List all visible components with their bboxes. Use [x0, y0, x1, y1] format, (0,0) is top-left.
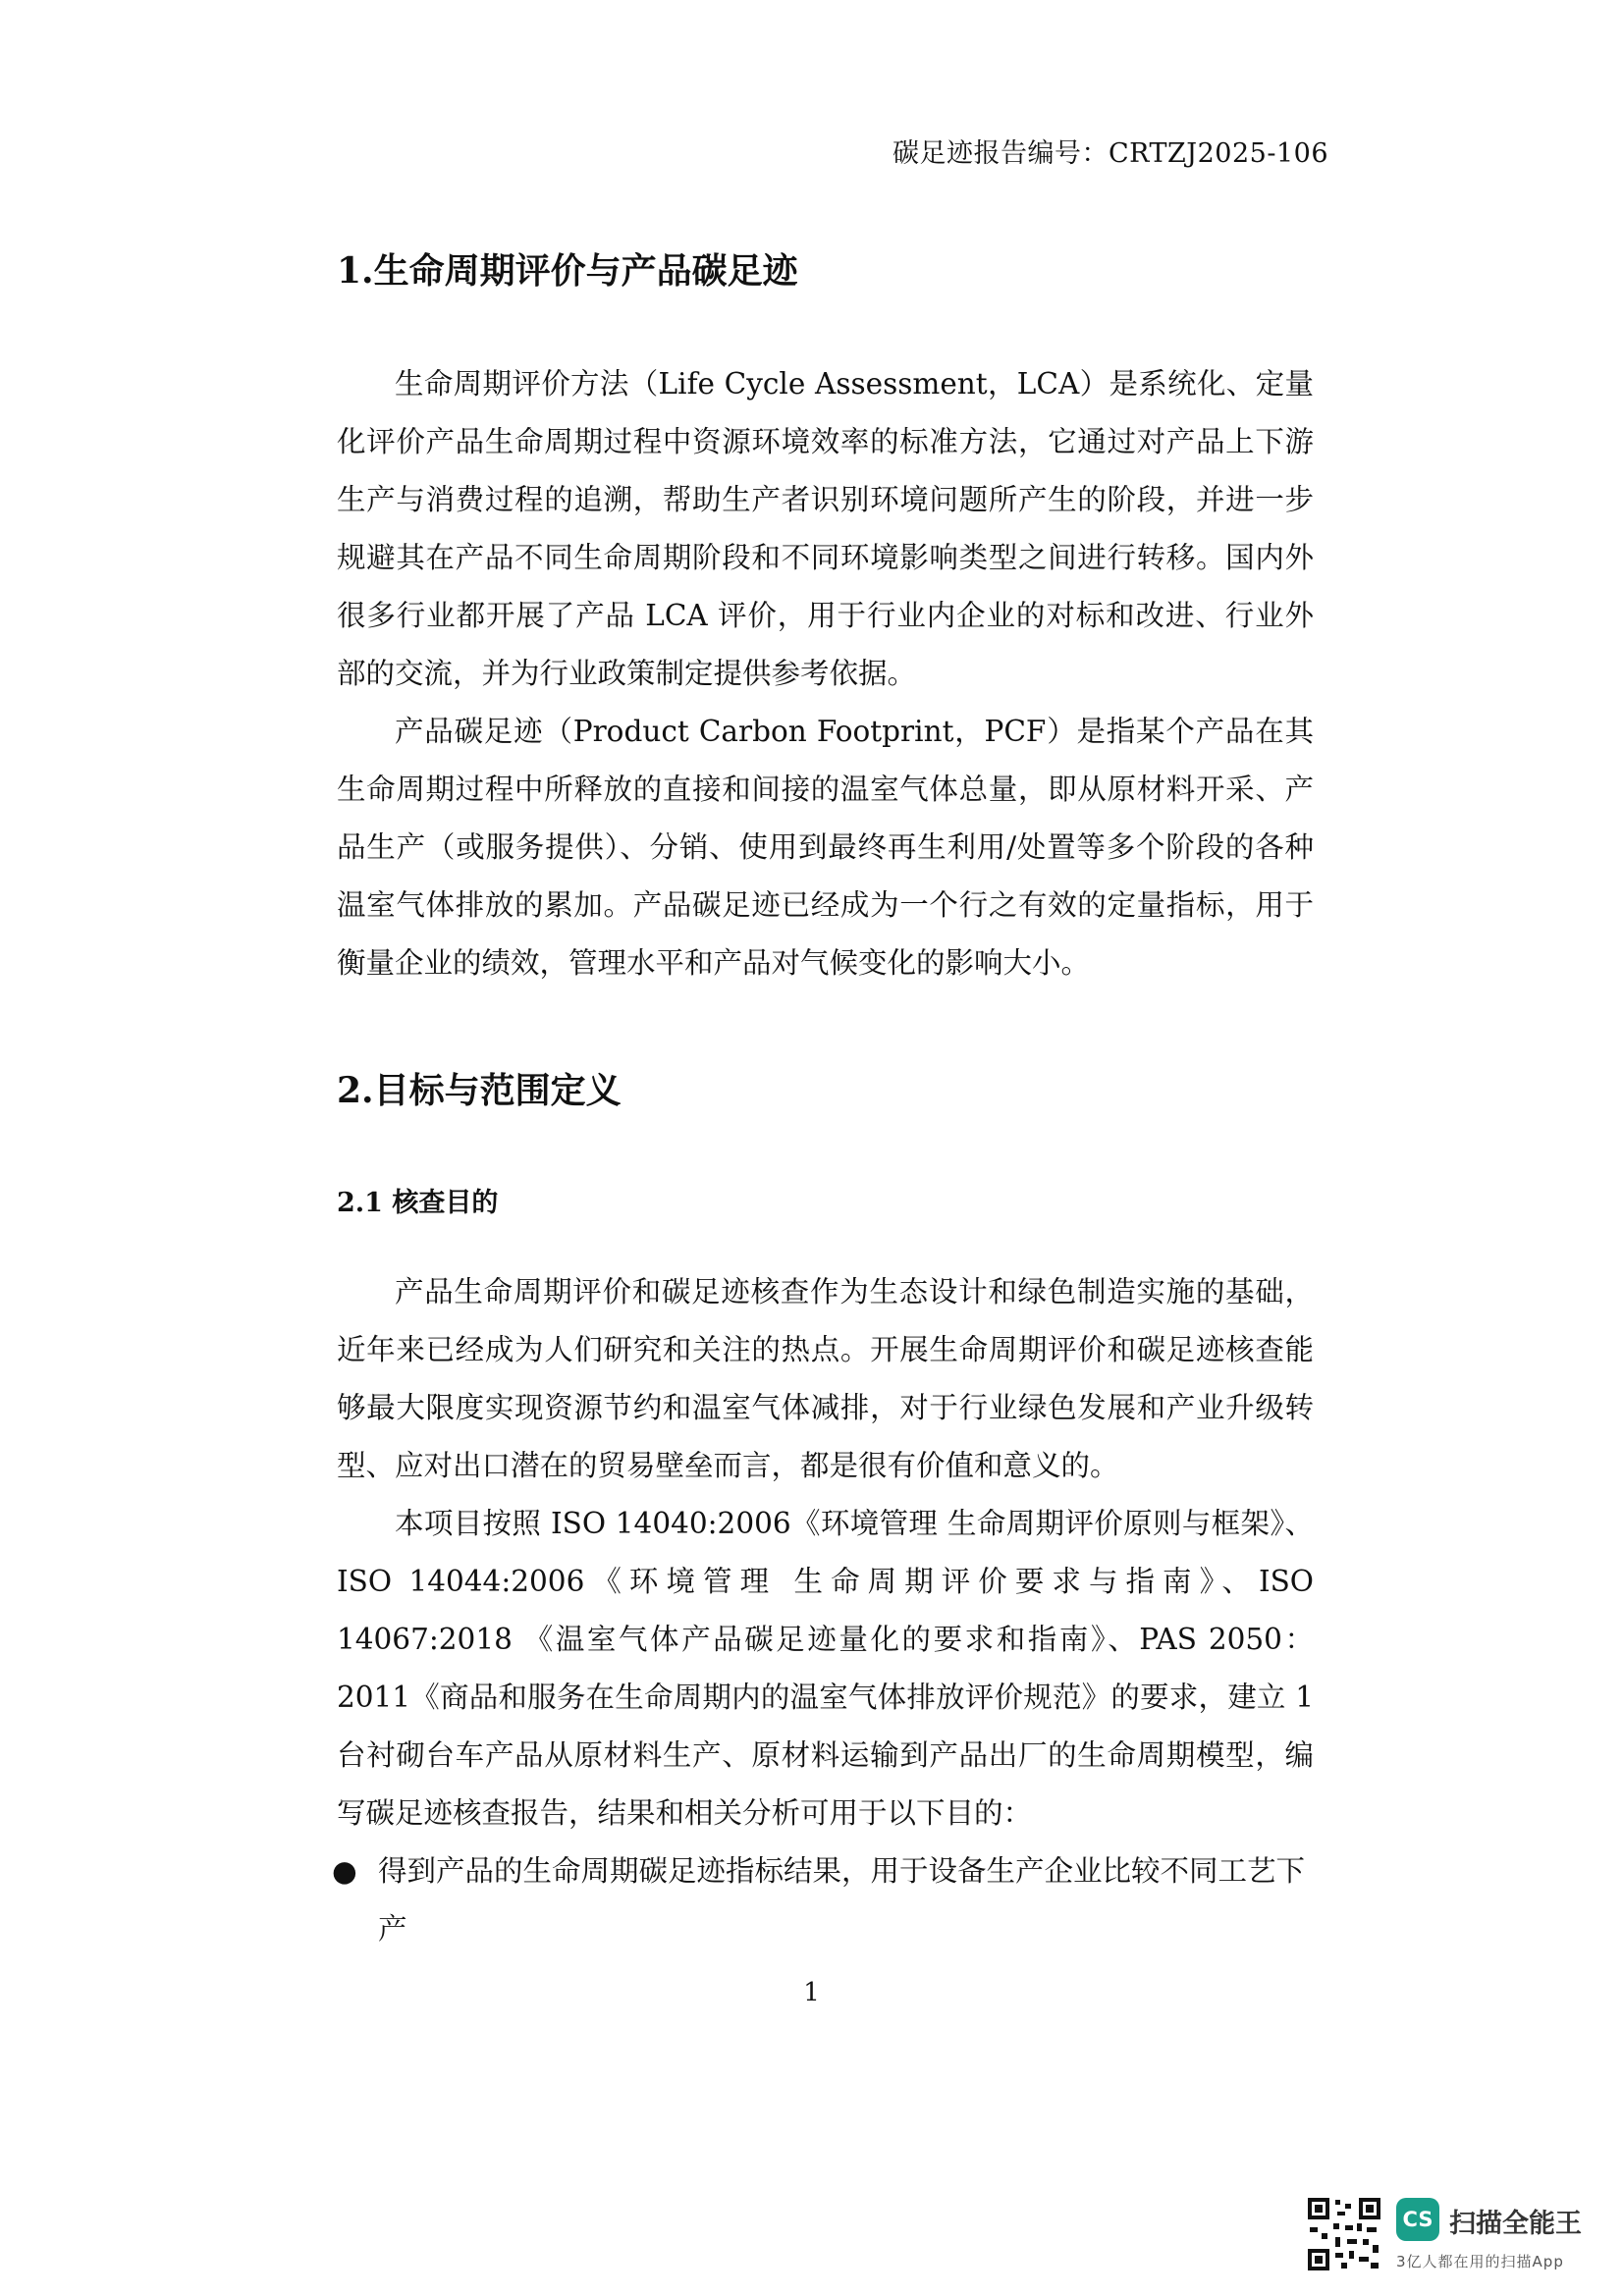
- section-2-heading: 2.目标与范围定义: [337, 1070, 622, 1111]
- section-1-paragraph-2: 产品碳足迹（Product Carbon Footprint，PCF）是指某个产品在其生命周期过程中所释放的直接和间接的温室气体总量，即从原材料开采、产品生产（或服务提供）、分销、使用到最终再生利用/处置等多个阶段的各种温室气体排放的累加。产品碳足迹已经成为一个行之有效的定量指标，用于衡量企业的绩效，管理水平和产品对气候变化的影响大小。: [337, 715, 1314, 980]
- section-2-1-paragraph-1: 产品生命周期评价和碳足迹核查作为生态设计和绿色制造实施的基础，近年来已经成为人们研究和关注的热点。开展生命周期评价和碳足迹核查能够最大限度实现资源节约和温室气体减排，对于行业绿色发展和产业升级转型、应对出口潜在的贸易壁垒而言，都是很有价值和意义的。: [337, 1275, 1314, 1482]
- bullet-marker: ●: [332, 1854, 357, 1888]
- section-1-heading: 1.生命周期评价与产品碳足迹: [337, 250, 798, 292]
- page-number: 1: [803, 1978, 820, 2007]
- report-number: 碳足迹报告编号：CRTZJ2025-106: [893, 138, 1328, 169]
- section-2-1-paragraph-2: 本项目按照 ISO 14040:2006《环境管理 生命周期评价原则与框架》、ISO 14044:2006《环境管理 生命周期评价要求与指南》、ISO 14067:2018 《温室气体产品碳足迹量化的要求和指南》、PAS 2050：2011《商品和服务在生命周期内的温室气体排放评价规范》的要求，建立 1 台衬砌台车产品从原材料生产、原材料运输到产品出厂的生命周期模型，编写碳足迹核查报告，结果和相关分析可用于以下目的：: [337, 1507, 1314, 1830]
- bullet-item: 得到产品的生命周期碳足迹指标结果，用于设备生产企业比较不同工艺下产: [378, 1854, 1306, 1946]
- scanner-tagline: 3亿人都在用的扫描App: [1396, 2253, 1564, 2270]
- scanner-watermark: [1306, 2196, 1600, 2280]
- camscanner-logo-icon: CS: [1396, 2198, 1439, 2241]
- scanner-app-name: 扫描全能王: [1449, 2209, 1582, 2239]
- section-2-1-heading: 2.1 核查目的: [337, 1188, 499, 1218]
- qr-code-icon: [1306, 2196, 1382, 2272]
- section-1-paragraph-1: 生命周期评价方法（Life Cycle Assessment，LCA）是系统化、定量化评价产品生命周期过程中资源环境效率的标准方法，它通过对产品上下游生产与消费过程的追溯，帮助生产者识别环境问题所产生的阶段，并进一步规避其在产品不同生命周期阶段和不同环境影响类型之间进行转移。国内外很多行业都开展了产品 LCA 评价，用于行业内企业的对标和改进、行业外部的交流，并为行业政策制定提供参考依据。: [337, 367, 1314, 690]
